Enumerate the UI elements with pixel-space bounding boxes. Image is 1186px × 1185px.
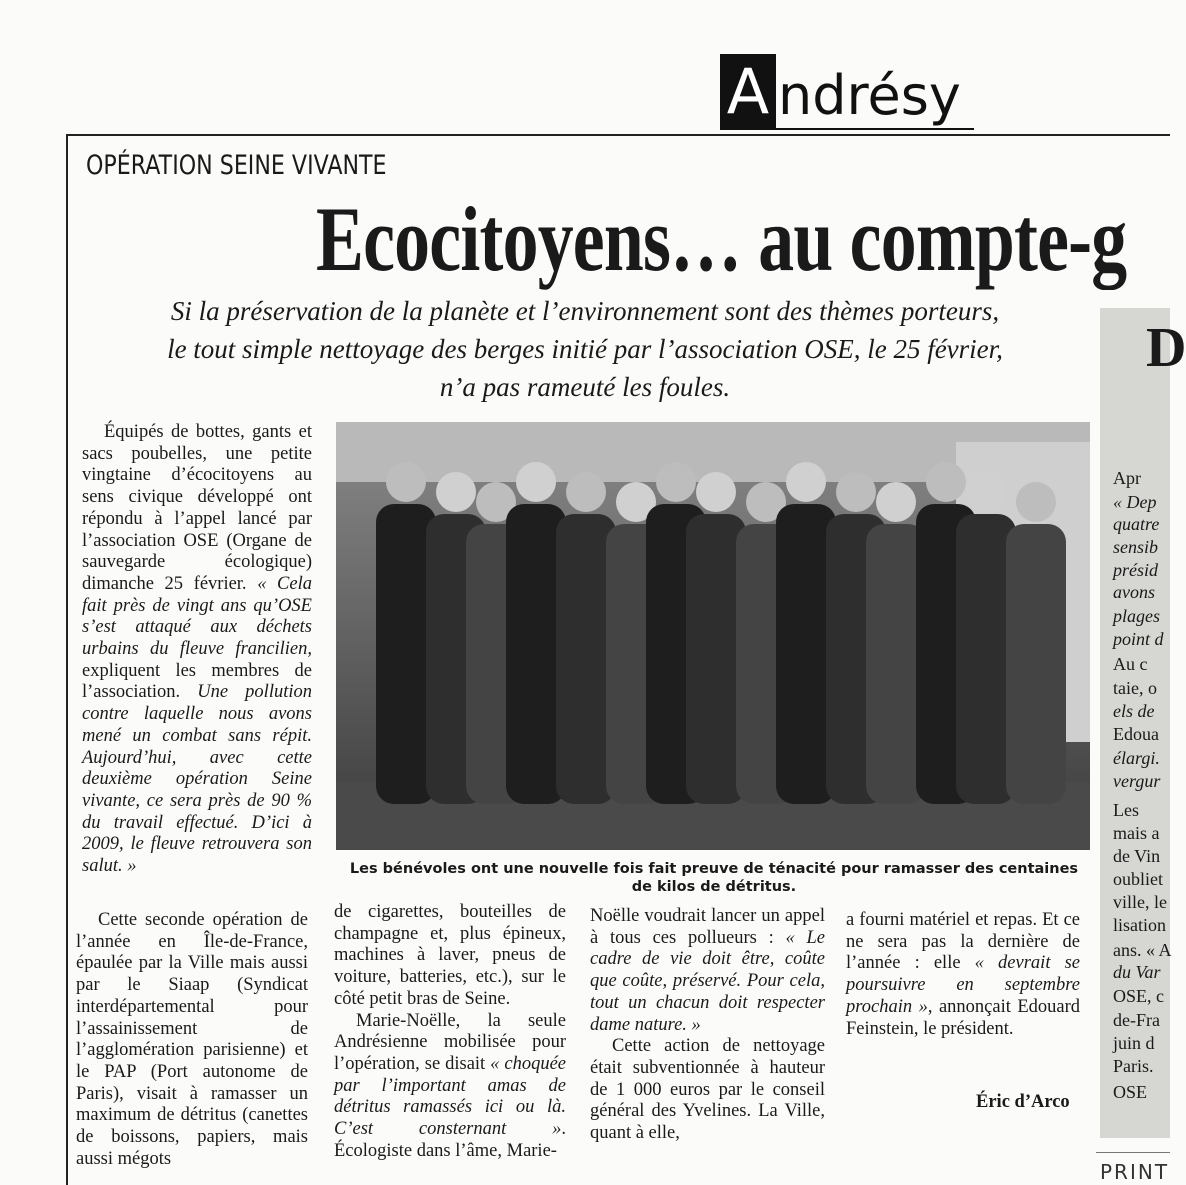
quote-run: « devrait se poursuivre en septembre prochain » <box>846 953 1080 1017</box>
photo-caption <box>346 860 1082 896</box>
adjacent-text-line: juin d <box>1113 1033 1155 1053</box>
adjacent-text-line: Au c <box>1113 654 1148 674</box>
adjacent-text-line: Paris. <box>1113 1056 1154 1076</box>
town-initial: A <box>720 54 776 130</box>
paragraph: de cigarettes, bouteilles de champagne et, plus épineux, machines à laver, pneus de voiture, batteries, etc.), sur le côté petit bras de Seine. <box>334 902 566 1009</box>
divider <box>1096 1152 1170 1153</box>
person-head <box>786 462 826 502</box>
paragraph: Cette seconde opération de l’année en Île-de-France, épaulée par la Ville mais aussi par le Siaap (Syndicat interdépartemental pour l’assainissement de l’agglomération parisienne) et le PAP (Port autonome de Paris), visait à ramasser un maximum de détritus (canettes de boissons, papiers, mais aussi mégots <box>76 910 308 1169</box>
text-run: Marie-Noëlle, la seule Andrésienne mobilisée pour l’opération, se disait <box>334 1010 566 1074</box>
body-column-2 <box>334 902 566 1162</box>
paragraph <box>590 906 825 1036</box>
body-column-3 <box>590 906 825 1145</box>
adjacent-text-line: plages <box>1113 606 1160 626</box>
body-column-1 <box>82 422 312 878</box>
adjacent-text-line: avons <box>1113 582 1155 602</box>
person-head <box>836 472 876 512</box>
adjacent-text-line: Apr <box>1113 468 1141 488</box>
person-head <box>1016 482 1056 522</box>
adjacent-text-line: ville, le <box>1113 892 1167 912</box>
person-head <box>966 472 1006 512</box>
text-run: Équipés de bottes, gants et sacs poubelles, une petite vingtaine d’écocitoyens au sens civique développé ont répondu à l’appel lancé par l’association OSE (Organe de sauvegarde écologique) dimanche 25 février. <box>82 422 312 594</box>
caption-line: Les bénévoles ont une nouvelle fois fait preuve de ténacité pour ramasser des centaines <box>349 861 1079 877</box>
group-photo-image <box>336 422 1090 850</box>
paragraph: Cette action de nettoyage était subventionnée à hauteur de 1 000 euros par le conseil général des Yvelines. La Ville, quant à elle, <box>590 1036 825 1144</box>
adjacent-headline: D <box>1146 317 1186 379</box>
article-frame-left <box>66 134 68 1185</box>
adjacent-text-line: élargi. <box>1113 748 1160 768</box>
text-run: , annonçait Edouard Feinstein, le président. <box>846 996 1080 1039</box>
person-head <box>566 472 606 512</box>
adjacent-text-line: OSE <box>1113 1082 1148 1102</box>
person-head <box>436 472 476 512</box>
headline: Ecocitoyens… au compte-g <box>316 188 1127 290</box>
person-head <box>656 462 696 502</box>
paragraph <box>82 422 312 878</box>
adjacent-text-line: mais a <box>1113 823 1160 843</box>
text-run: expliquent les membres de l’association. <box>82 660 312 703</box>
adjacent-text-line: els de <box>1113 701 1155 721</box>
standfirst-line: le tout simple nettoyage des berges initié par l’association OSE, le 25 février, <box>167 334 1003 364</box>
town-underline <box>776 128 974 130</box>
paragraph <box>334 1011 566 1163</box>
adjacent-text-line: « Dep <box>1113 492 1157 512</box>
person-body <box>1006 524 1066 804</box>
person-head <box>696 472 736 512</box>
adjacent-text-line: OSE, c <box>1113 986 1164 1006</box>
adjacent-text-line: Edoua <box>1113 724 1159 744</box>
person-head <box>876 482 916 522</box>
adjacent-text-line: lisation <box>1113 915 1166 935</box>
adjacent-text-line: point d <box>1113 629 1164 649</box>
caption-line: de kilos de détritus. <box>631 879 797 895</box>
adjacent-text-line: ans. « A <box>1113 940 1172 960</box>
adjacent-text-line: de Vin <box>1113 846 1161 866</box>
town-name: ndrésy <box>778 64 961 127</box>
adjacent-text-line: taie, o <box>1113 678 1157 698</box>
adjacent-text-line: présid <box>1113 560 1158 580</box>
person-head <box>386 462 426 502</box>
person-head <box>516 462 556 502</box>
quote-run: « Cela fait près de vingt ans qu’OSE s’est attaqué aux déchets urbains du fleuve francilien, <box>82 573 312 660</box>
group-photo <box>336 422 1090 850</box>
adjacent-text-line: du Var <box>1113 962 1161 982</box>
adjacent-text-line: de-Fra <box>1113 1010 1160 1030</box>
article-frame-top <box>66 134 1170 136</box>
body-column-1-continued <box>76 910 308 1170</box>
adjacent-text-line: oubliet <box>1113 869 1163 889</box>
adjacent-text-line: vergur <box>1113 771 1161 791</box>
quote-run: « Le cadre de vie doit être, coûte que coûte, préservé. Pour cela, tout un chacun doit respecter dame nature. » <box>590 927 825 1035</box>
kicker: OPÉRATION SEINE VIVANTE <box>86 150 387 181</box>
standfirst <box>80 292 1090 406</box>
adjacent-footer: PRINT <box>1100 1160 1170 1184</box>
town-header <box>720 52 961 130</box>
paragraph <box>846 910 1080 1040</box>
adjacent-text-line: quatre <box>1113 514 1160 534</box>
body-column-4 <box>846 910 1080 1040</box>
person-head <box>926 462 966 502</box>
quote-run: « choquée par l’important amas de détritus ramassés ici ou là. C’est consternant » <box>334 1053 566 1140</box>
text-run: . Écologiste dans l’âme, Marie- <box>334 1119 566 1161</box>
adjacent-text-line: sensib <box>1113 537 1158 557</box>
text-run: a fourni matériel et repas. Et ce ne sera pas la dernière de l’année : elle <box>846 910 1080 974</box>
standfirst-line: Si la préservation de la planète et l’environnement sont des thèmes porteurs, <box>170 296 1000 326</box>
standfirst-line: n’a pas rameuté les foules. <box>439 372 731 402</box>
author-signature: Éric d’Arco <box>976 1092 1070 1112</box>
adjacent-text-line: Les <box>1113 800 1139 820</box>
quote-run: Une pollution contre laquelle nous avons mené un combat sans répit. Aujourd’hui, avec cette deuxième opération Seine vivante, ce sera près de 90 % du travail effectué. D’ici à 2009, le fleuve retrouvera son salut. » <box>82 682 312 877</box>
text-run: Noëlle voudrait lancer un appel à tous ces pollueurs : <box>590 906 825 948</box>
